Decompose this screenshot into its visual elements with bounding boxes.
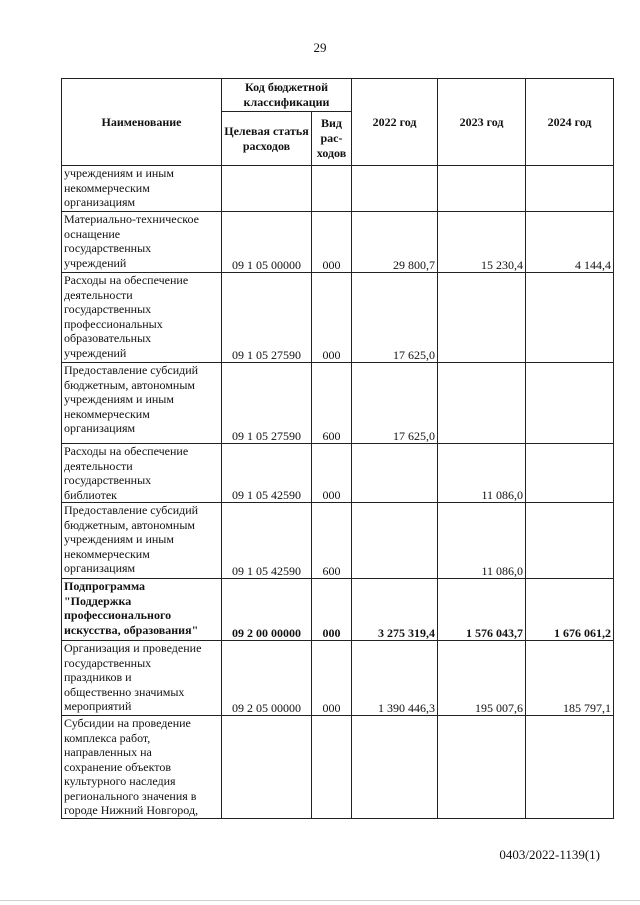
row-name-line: учреждений [64,345,127,360]
row-value-2023: 1 576 043,7 [438,579,526,641]
row-value-2023 [438,166,526,212]
page-number: 29 [313,40,327,55]
row-value-2024 [526,444,614,503]
row-name-line: некоммерческим [64,180,150,195]
row-expense-type: 000 [312,212,352,273]
row-value-2023: 11 086,0 [438,503,526,579]
row-name [62,503,222,579]
row-value-2023: 195 007,6 [438,641,526,716]
row-name-line: мероприятий [64,699,132,713]
row-value-2022: 3 275 319,4 [352,579,438,641]
row-value-2023 [438,716,526,819]
row-name-line: Расходы на обеспечение [64,444,189,458]
row-value-2024: 1 676 061,2 [526,579,614,641]
row-target-article [222,166,312,212]
document-code: 0403/2022-1139(1) [499,847,600,862]
row-target-article: 09 1 05 27590 [222,273,312,363]
row-name-line: государственных [64,655,152,670]
row-value-2023 [438,363,526,444]
table-row [62,166,614,212]
row-name-line: Предоставление субсидий [64,363,199,377]
row-name-line: Организация и проведение [64,641,202,655]
row-target-article: 09 2 05 00000 [222,641,312,716]
table-row [62,273,614,363]
row-name [62,579,222,641]
row-name-line: деятельности [64,287,133,302]
header-expense-type: Вид рас-ходов [312,112,352,166]
row-name-line: организациям [64,561,136,575]
row-target-article: 09 1 05 27590 [222,363,312,444]
row-expense-type: 600 [312,503,352,579]
row-value-2024 [526,716,614,819]
table-row [62,716,614,819]
row-value-2022 [352,166,438,212]
row-name-line: учреждениям и иным [64,392,174,406]
row-name-line: Материально-техническое [64,212,199,226]
header-2022: 2022 год [352,79,438,166]
row-name-line: общественно значимых [64,684,185,699]
row-expense-type [312,716,352,819]
table-row [62,212,614,273]
row-expense-type: 000 [312,273,352,363]
row-name-line: сохранение объектов [64,759,172,774]
row-target-article [222,716,312,819]
header-2023: 2023 год [438,79,526,166]
row-name-line: государственных [64,241,152,255]
row-name-line: бюджетным, автономным [64,517,195,532]
row-value-2022: 17 625,0 [352,273,438,363]
row-value-2024 [526,273,614,363]
row-name-line: бюджетным, автономным [64,377,195,392]
row-target-article: 09 1 05 00000 [222,212,312,273]
row-name-line: некоммерческим [64,546,150,561]
table-row [62,641,614,716]
row-name-line: профессионального [64,608,172,622]
row-name-line: Подпрограмма [64,579,146,593]
row-name-line: Расходы на обеспечение [64,273,189,287]
row-name [62,212,222,273]
row-name-line: организациям [64,195,136,209]
row-expense-type: 600 [312,363,352,444]
row-expense-type: 000 [312,444,352,503]
row-name [62,166,222,212]
row-name-line: профессиональных [64,316,163,331]
row-name-line: направленных на [64,745,152,759]
scan-edge-line [0,900,640,901]
row-name-line: городе Нижний Новгород, [64,803,199,817]
table-row [62,503,614,579]
budget-table [61,78,614,819]
row-value-2023: 15 230,4 [438,212,526,273]
row-name-line: некоммерческим [64,406,150,421]
row-value-2024: 4 144,4 [526,212,614,273]
row-name-line: образовательных [64,331,152,345]
row-value-2023: 11 086,0 [438,444,526,503]
row-name [62,716,222,819]
row-name [62,444,222,503]
table-body [62,166,614,819]
row-value-2024 [526,363,614,444]
row-name-line: государственных [64,302,152,316]
row-value-2022: 29 800,7 [352,212,438,273]
row-name-line: искусства, образования" [64,622,199,637]
header-target-article: Целевая статья расходов [222,112,312,166]
row-name-line: культурного наследия [64,774,176,788]
row-name [62,363,222,444]
header-code-group: Код бюджетной классификации [222,79,352,112]
table-header [62,79,614,166]
row-target-article: 09 2 00 00000 [222,579,312,641]
row-value-2022 [352,716,438,819]
row-expense-type: 000 [312,579,352,641]
row-value-2023 [438,273,526,363]
row-value-2022 [352,444,438,503]
row-value-2024: 185 797,1 [526,641,614,716]
row-expense-type: 000 [312,641,352,716]
row-value-2022: 1 390 446,3 [352,641,438,716]
row-value-2024 [526,503,614,579]
row-value-2024 [526,166,614,212]
row-target-article: 09 1 05 42590 [222,444,312,503]
row-value-2022 [352,503,438,579]
row-name-line: деятельности [64,458,133,473]
row-name-line: Субсидии на проведение [64,716,191,730]
row-name-line: комплекса работ, [64,730,151,745]
row-name-line: библиотек [64,487,117,502]
row-name-line: "Поддержка [64,593,132,608]
row-name [62,273,222,363]
table-row [62,363,614,444]
table-row [62,444,614,503]
row-name [62,641,222,716]
row-expense-type [312,166,352,212]
row-name-line: учреждений [64,255,127,270]
row-name-line: регионального значения в [64,788,197,803]
row-name-line: организациям [64,421,136,435]
row-name-line: праздников и [64,670,132,684]
row-name-line: учреждениям и иным [64,166,174,180]
header-2024: 2024 год [526,79,614,166]
row-name-line: Предоставление субсидий [64,503,199,517]
row-target-article: 09 1 05 42590 [222,503,312,579]
table-row [62,579,614,641]
row-name-line: оснащение [64,226,121,241]
row-name-line: государственных [64,473,152,487]
row-name-line: учреждениям и иным [64,532,174,546]
row-value-2022: 17 625,0 [352,363,438,444]
header-name: Наименование [62,79,222,166]
